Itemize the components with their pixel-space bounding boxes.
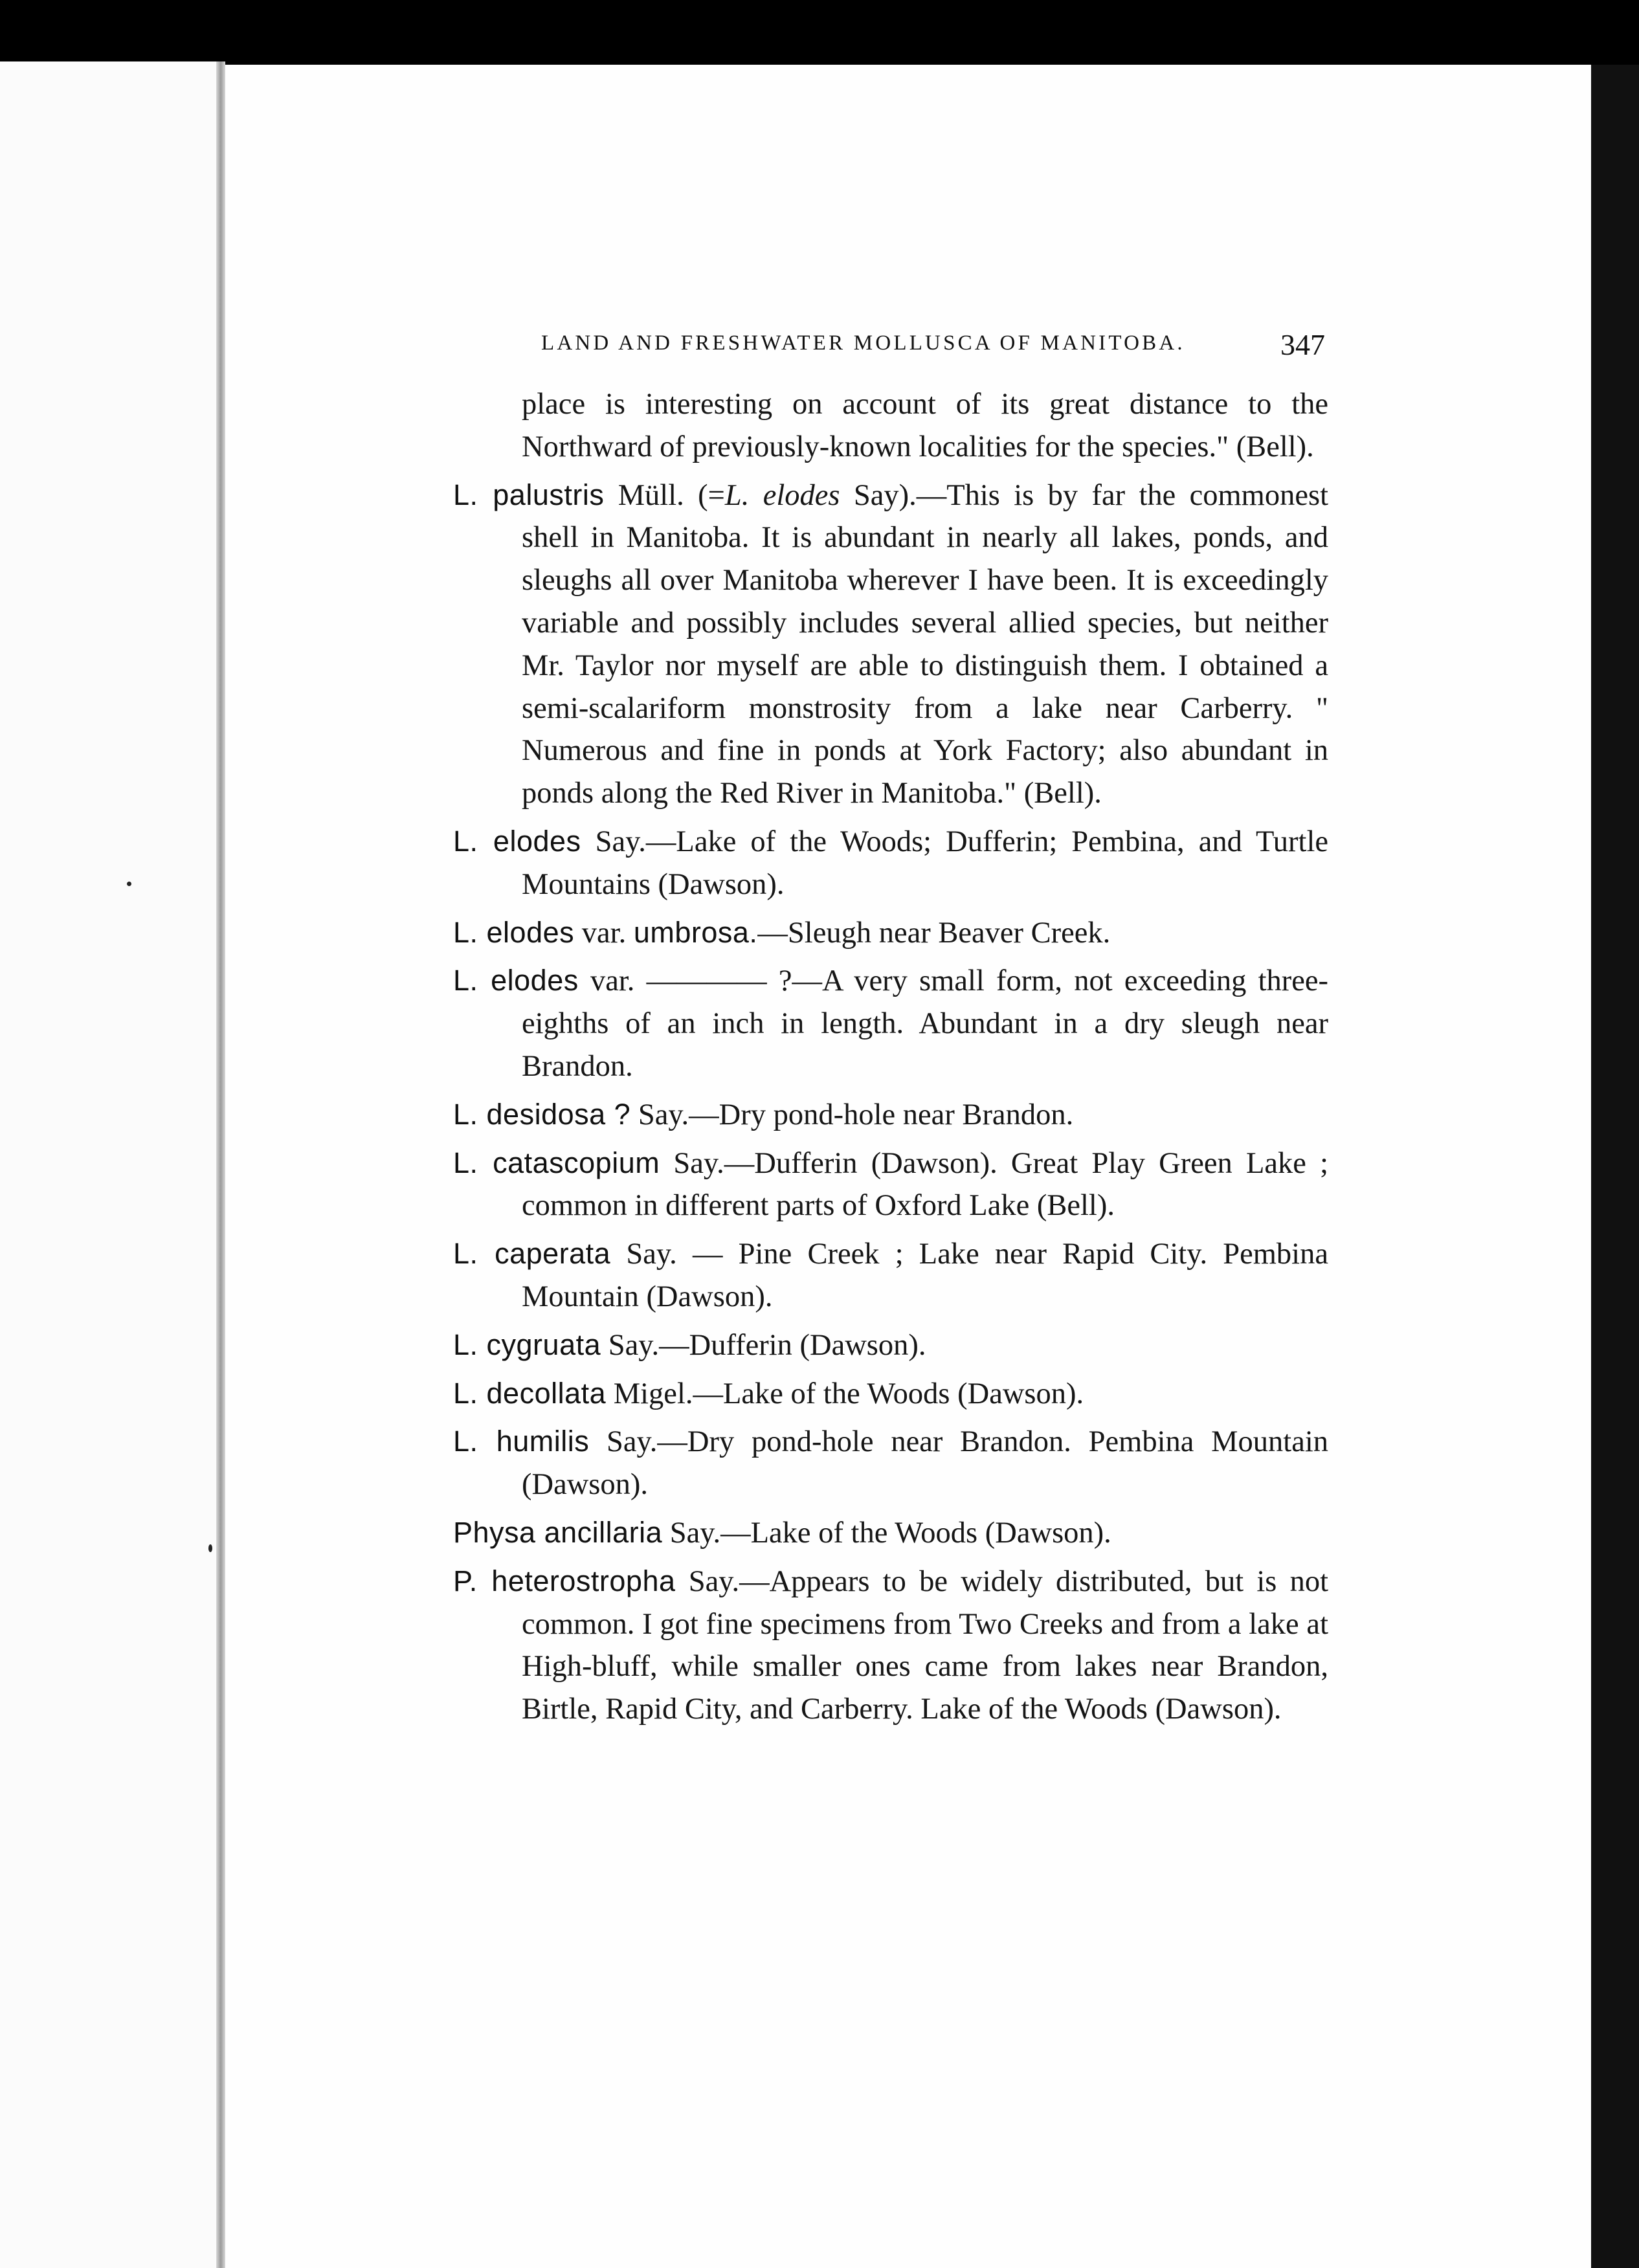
species-name: L. catascopium: [453, 1146, 660, 1179]
species-name: L. cygruata: [453, 1328, 601, 1361]
entry-text: Say.—Dry pond-hole near Brandon. Pembina Mountain (Dawson).: [522, 1425, 1329, 1502]
species-name: L. elodes: [453, 915, 575, 949]
species-entry-cygruata: [453, 1324, 1328, 1367]
species-entry-decollata: [453, 1372, 1328, 1416]
running-head: LAND AND FRESHWATER MOLLUSCA OF MANITOBA.: [541, 331, 1185, 355]
entry-text: —This is by far the commonest shell in Manitoba. It is abundant in nearly all lakes, ponds, and sleughs all over Manitoba wherever I have been. It is exceedingly variable and possibly includes several allied species, but neither Mr. Taylor nor myself are able to distinguish them. I obtained a semi-scalariform monstrosity from a lake near Carberry. " Numerous and fine in ponds at York Factory; also abundant in ponds along the Red River in Manitoba." (Bell).: [522, 478, 1328, 810]
species-name: L. decollata: [453, 1376, 607, 1410]
species-entry-humilis: [453, 1420, 1328, 1506]
species-entry-elodes-var: [453, 959, 1328, 1087]
synonym-name: L. elodes: [724, 478, 840, 512]
entry-text: var. ———— ?—A very small form, not exceeding three-eighths of an inch in length. Abundant in a dry sleugh near Brandon.: [522, 964, 1329, 1083]
species-name: L. palustris: [453, 478, 605, 511]
entry-text: Say.—Dry pond-hole near Brandon.: [638, 1098, 1074, 1131]
entry-text: Say.—Dufferin (Dawson).: [608, 1328, 926, 1362]
species-author: Müll.: [618, 478, 684, 512]
entry-text: Say.—Lake of the Woods (Dawson).: [669, 1516, 1111, 1550]
variety-name: umbrosa.: [633, 915, 758, 949]
species-entry-desidosa: [453, 1093, 1328, 1137]
species-entry-physa-ancillaria: [453, 1511, 1328, 1555]
entry-text: Say. — Pine Creek ; Lake near Rapid City. Pembina Mountain (Dawson).: [522, 1238, 1328, 1313]
species-name: Physa ancillaria: [453, 1515, 663, 1549]
species-entry-catascopium: [453, 1142, 1328, 1228]
species-name: L. elodes: [453, 824, 581, 858]
body-text: [453, 383, 1328, 1736]
variety-marker: var.: [581, 916, 627, 950]
species-name: L. caperata: [453, 1237, 611, 1271]
entry-text: place is interesting on account of its great distance to the Northward of previously-known localities for the species." (Bell).: [522, 388, 1328, 463]
synonym-open: (=: [698, 478, 725, 512]
species-entry-palustris: [453, 474, 1328, 815]
entry-text: Say.—Lake of the Woods; Dufferin; Pembina, and Turtle Mountains (Dawson).: [522, 825, 1328, 901]
entry-text: Migel.—Lake of the Woods (Dawson).: [613, 1377, 1084, 1410]
synonym-rest: Say).: [853, 478, 917, 512]
species-name: L. desidosa ?: [453, 1097, 631, 1131]
continuation-paragraph: [453, 383, 1328, 469]
entry-text: —Sleugh near Beaver Creek.: [757, 916, 1111, 950]
species-name: L. humilis: [453, 1425, 590, 1458]
species-entry-elodes: [453, 820, 1328, 906]
species-entry-caperata: [453, 1232, 1328, 1318]
species-entry-heterostropha: [453, 1560, 1328, 1731]
species-entry-elodes-umbrosa: [453, 911, 1328, 955]
entry-text: Say.—Appears to be widely distributed, but is not common. I got fine specimens from Two Creeks and from a lake at High-bluff, while smaller ones came from lakes near Brandon, Birtle, Rapid City, and Carberry. Lake of the Woods (Dawson).: [522, 1564, 1328, 1726]
page-number: 347: [1280, 328, 1325, 361]
entry-text: Say.—Dufferin (Dawson). Great Play Green Lake ; common in different parts of Oxford Lake (Bell).: [522, 1146, 1328, 1223]
species-name: L. elodes: [453, 964, 579, 997]
species-name: P. heterostropha: [453, 1564, 676, 1597]
